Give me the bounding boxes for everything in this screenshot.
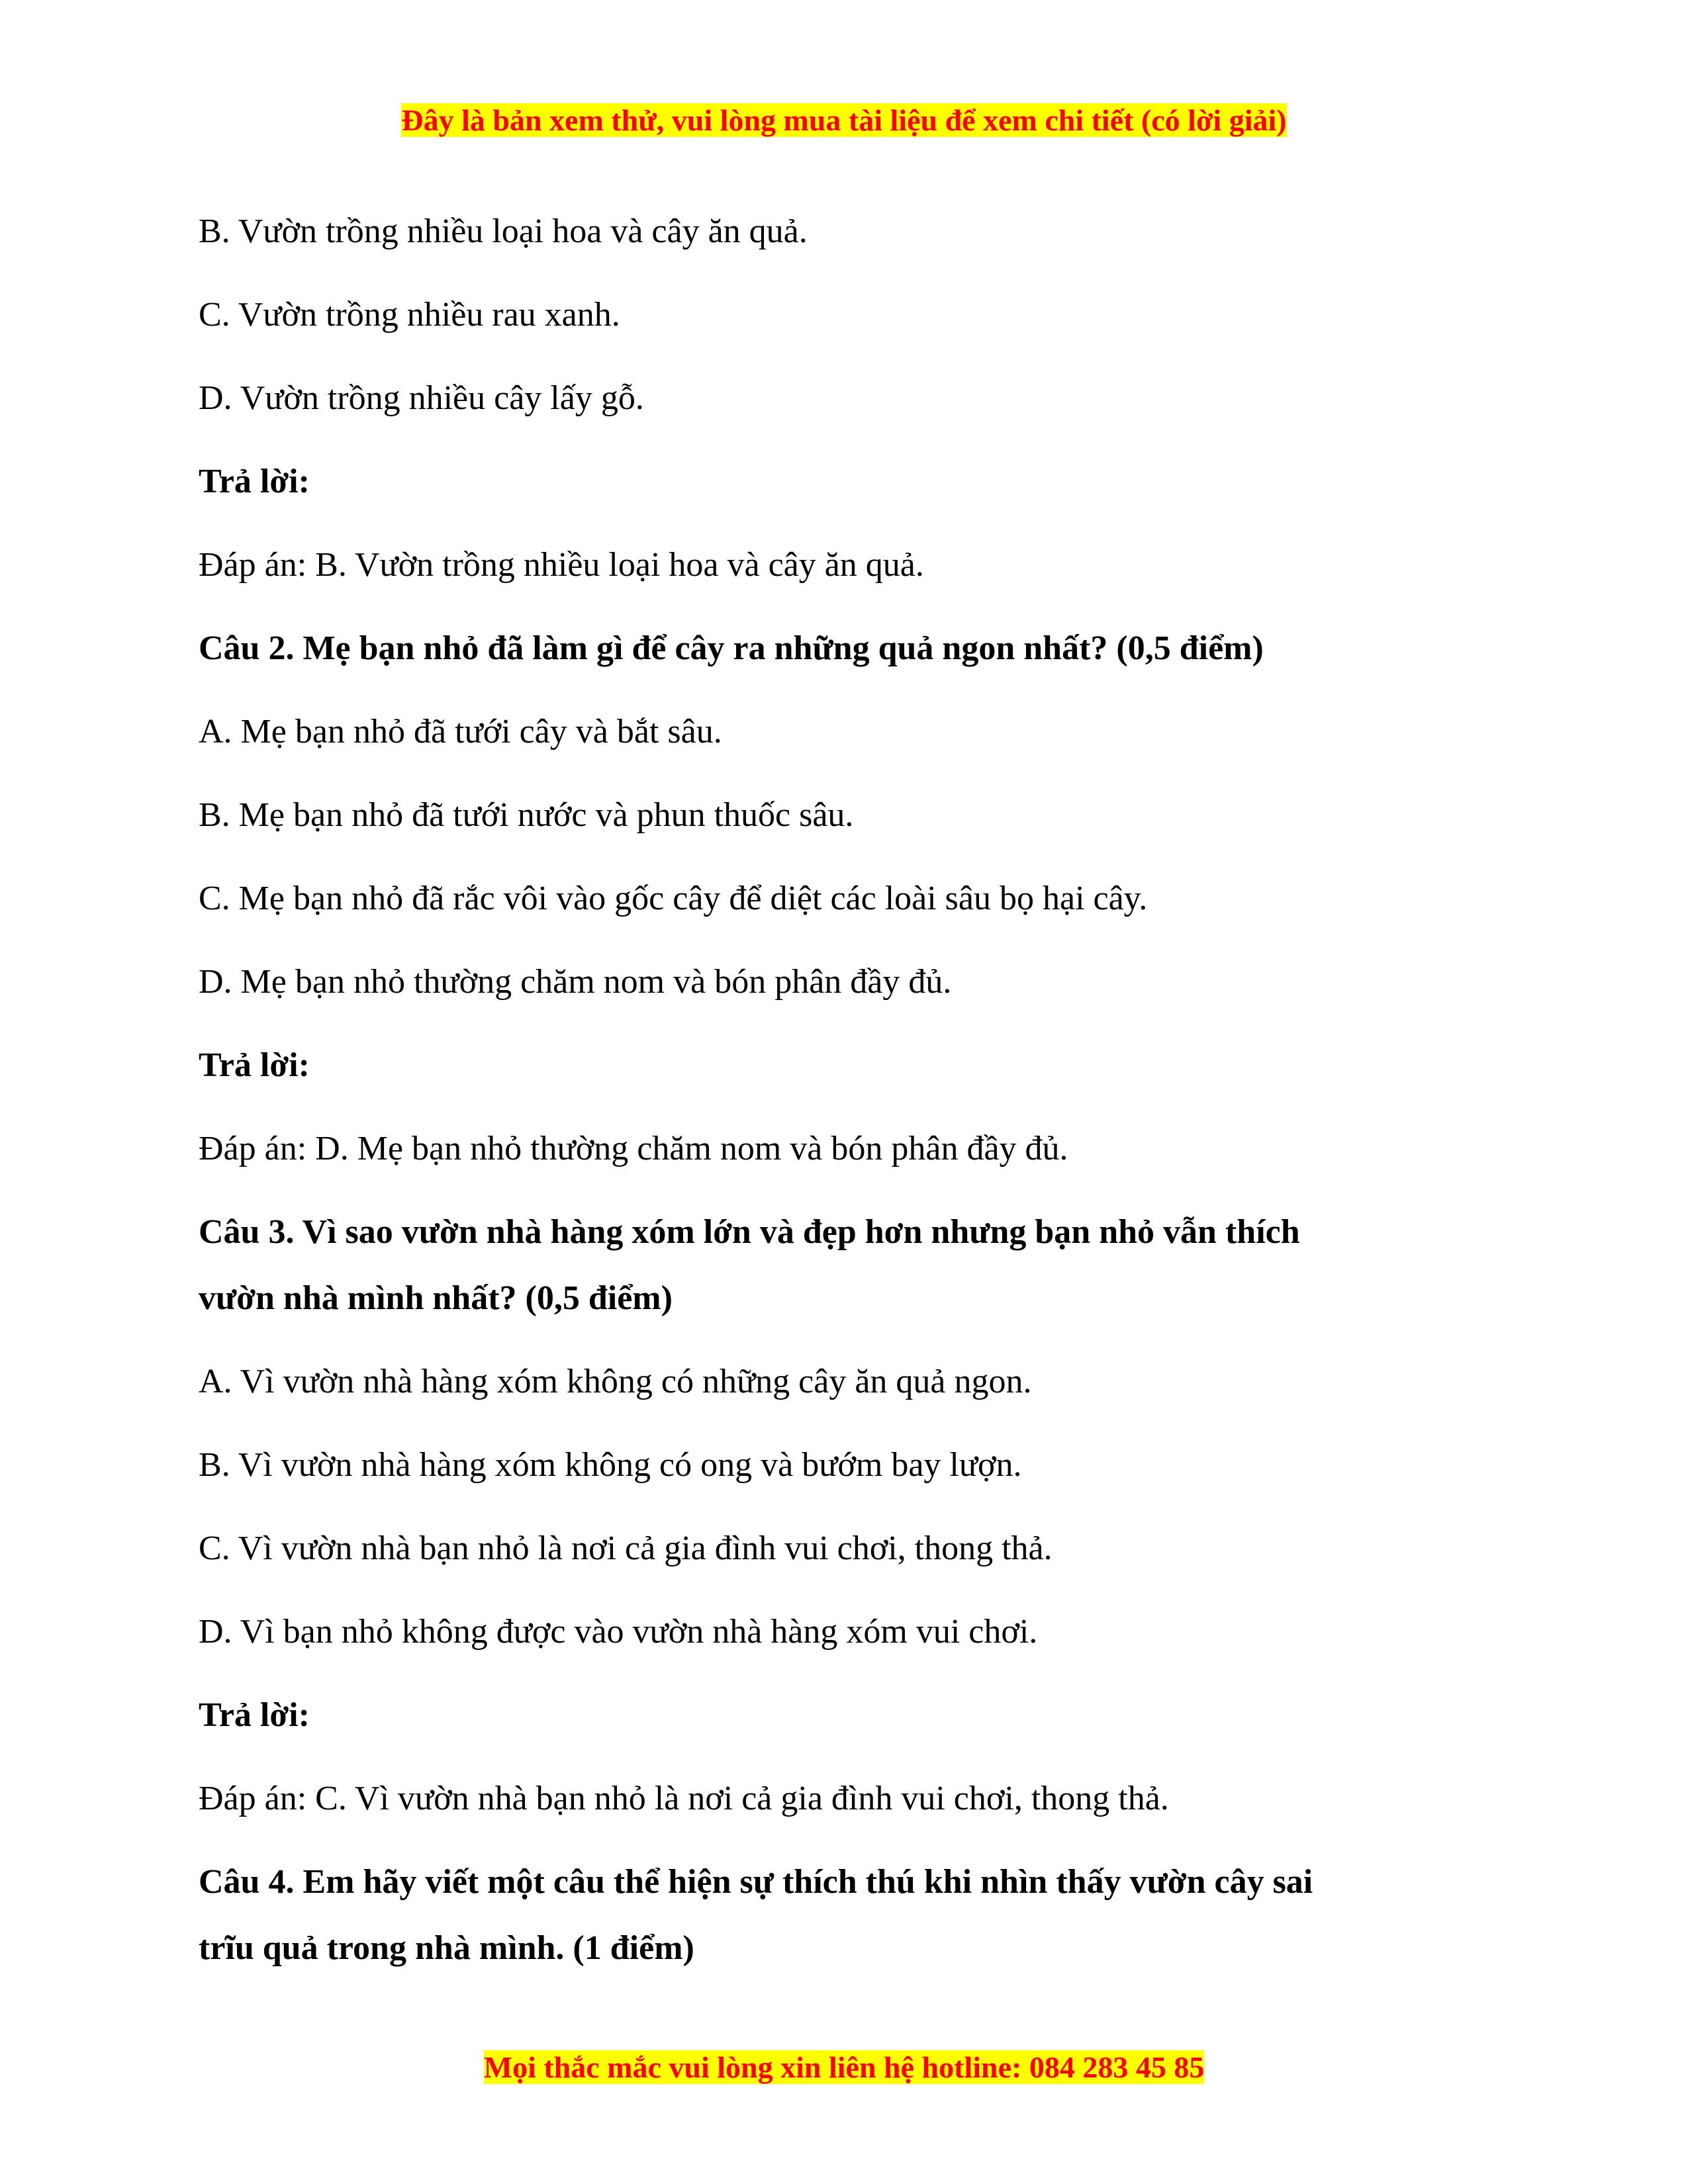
q1-answer-label: Trả lời: [199,463,310,500]
q3-option-c: C. Vì vườn nhà bạn nhỏ là nơi cả gia đình vui chơi, thong thả. [199,1529,1053,1567]
preview-notice-banner [0,101,1688,140]
hotline-notice-banner [0,2048,1688,2087]
q4-question-line-2: trĩu quả trong nhà mình. (1 điểm) [199,1929,694,1967]
preview-notice-text: Đây là bản xem thử, vui lòng mua tài liệu để xem chi tiết (có lời giải) [401,103,1287,137]
document-body [199,199,1496,1999]
q1-answer: Đáp án: B. Vườn trồng nhiều loại hoa và cây ăn quả. [199,546,924,584]
q4-question-line-1: Câu 4. Em hãy viết một câu thể hiện sự thích thú khi nhìn thấy vườn cây sai [199,1863,1313,1901]
q3-question [199,1199,1496,1332]
hotline-notice-text: Mọi thắc mắc vui lòng xin liên hệ hotline: 084 283 45 85 [483,2050,1205,2084]
q3-option-a: A. Vì vườn nhà hàng xóm không có những cây ăn quả ngon. [199,1363,1032,1400]
q2-answer: Đáp án: D. Mẹ bạn nhỏ thường chăm nom và bón phân đầy đủ. [199,1130,1068,1167]
q3-option-b: B. Vì vườn nhà hàng xóm không có ong và bướm bay lượn. [199,1446,1022,1484]
q2-question: Câu 2. Mẹ bạn nhỏ đã làm gì để cây ra những quả ngon nhất? (0,5 điểm) [199,629,1264,667]
q4-question [199,1849,1496,1981]
q2-option-a: A. Mẹ bạn nhỏ đã tưới cây và bắt sâu. [199,713,722,751]
q3-option-d: D. Vì bạn nhỏ không được vào vườn nhà hàng xóm vui chơi. [199,1613,1038,1651]
q3-question-line-2: vườn nhà mình nhất? (0,5 điểm) [199,1279,673,1317]
q3-answer: Đáp án: C. Vì vườn nhà bạn nhỏ là nơi cả gia đình vui chơi, thong thả. [199,1780,1169,1817]
q3-question-line-1: Câu 3. Vì sao vườn nhà hàng xóm lớn và đẹp hơn nhưng bạn nhỏ vẫn thích [199,1213,1300,1251]
q2-option-b: B. Mẹ bạn nhỏ đã tưới nước và phun thuốc sâu. [199,796,854,834]
q2-answer-label: Trả lời: [199,1046,310,1084]
q1-option-b: B. Vườn trồng nhiều loại hoa và cây ăn quả. [199,212,808,250]
q1-option-c: C. Vườn trồng nhiều rau xanh. [199,296,620,334]
q1-option-d: D. Vườn trồng nhiều cây lấy gỗ. [199,379,644,417]
q3-answer-label: Trả lời: [199,1696,310,1734]
q2-option-d: D. Mẹ bạn nhỏ thường chăm nom và bón phân đầy đủ. [199,963,952,1001]
q2-option-c: C. Mẹ bạn nhỏ đã rắc vôi vào gốc cây để diệt các loài sâu bọ hại cây. [199,880,1148,917]
